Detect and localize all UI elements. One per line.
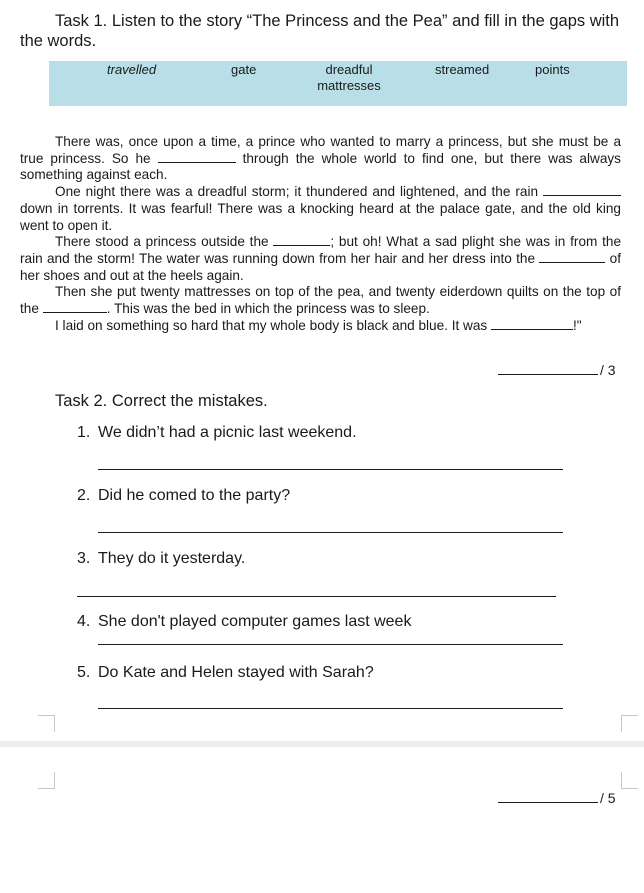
- list-item: 5. Do Kate and Helen stayed with Sarah?: [77, 664, 374, 681]
- gap-blank[interactable]: [491, 318, 573, 330]
- page-corner-mark: [621, 715, 638, 732]
- answer-line[interactable]: [98, 532, 563, 533]
- word-bank-item: streamed: [435, 62, 490, 77]
- gap-blank[interactable]: [43, 301, 107, 313]
- word-bank-item: gate: [231, 62, 257, 77]
- story-text: [20, 134, 621, 334]
- list-item: 3. They do it yesterday.: [77, 550, 246, 567]
- word-bank-item: dreadful mattresses: [317, 62, 381, 93]
- word-bank-item: points: [535, 62, 570, 77]
- answer-line[interactable]: [98, 708, 563, 709]
- answer-line[interactable]: [77, 596, 556, 597]
- gap-blank[interactable]: [543, 184, 621, 196]
- answer-line[interactable]: [98, 644, 563, 645]
- score-blank[interactable]: [498, 790, 598, 803]
- page-corner-mark: [38, 715, 55, 732]
- list-item: 2. Did he comed to the party?: [77, 487, 291, 504]
- answer-line[interactable]: [98, 469, 563, 470]
- task2-title: Task 2. Correct the mistakes.: [55, 392, 268, 410]
- story-paragraph: I laid on something so hard that my whole body is black and blue. It was !": [55, 317, 582, 333]
- task1-score: / 3: [498, 362, 616, 378]
- score-blank[interactable]: [498, 362, 598, 375]
- gap-blank[interactable]: [539, 251, 605, 263]
- story-paragraph: One night there was a dreadful storm; it thundered and lightened, and the rain down in torrents. It was fearful! There was a knocking heard at the palace gate, and the old king went to open it.: [20, 184, 621, 233]
- story-paragraph: There was, once upon a time, a prince who wanted to marry a princess, but she must be a true princess. So he through the whole world to find one, but there was always something against each.: [20, 134, 621, 183]
- task1-title: Task 1. Listen to the story “The Princess and the Pea” and fill in the gaps with the words.: [20, 12, 620, 50]
- gap-blank[interactable]: [158, 151, 236, 163]
- page-corner-mark: [621, 772, 638, 789]
- story-paragraph: There stood a princess outside the ; but oh! What a sad plight she was in from the rain and the storm! The water was running down from her hair and her dress into the of her shoes and out at the heels again.: [20, 234, 622, 283]
- page-corner-mark: [38, 772, 55, 789]
- page-break: [0, 741, 644, 747]
- gap-blank[interactable]: [273, 234, 330, 246]
- story-paragraph: Then she put twenty mattresses on top of the pea, and twenty eiderdown quilts on the top of the . This was the bed in which the princess was to sleep.: [20, 284, 621, 317]
- list-item: 4. She don't played computer games last week: [77, 613, 412, 630]
- task2-score: / 5: [498, 790, 616, 806]
- word-bank-item: travelled: [107, 62, 157, 77]
- list-item: 1. We didn’t had a picnic last weekend.: [77, 424, 357, 441]
- word-bank: [49, 61, 627, 106]
